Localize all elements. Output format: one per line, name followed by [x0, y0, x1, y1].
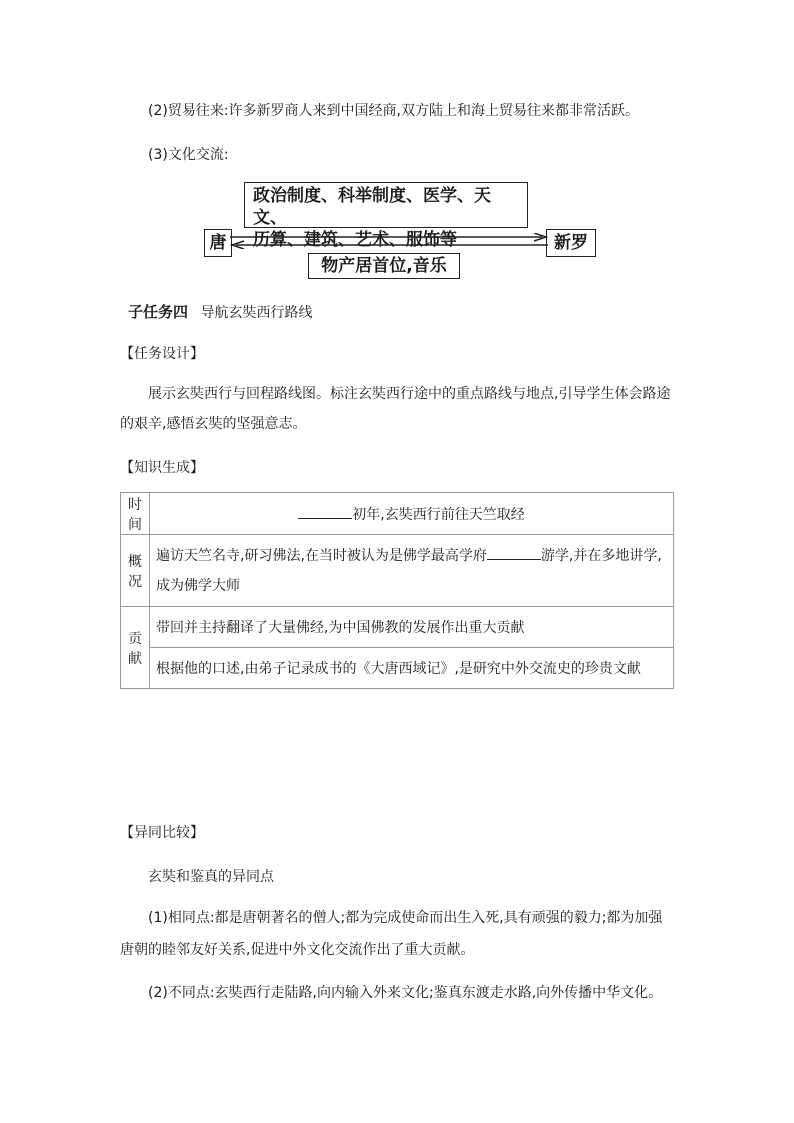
subtask-heading [128, 301, 312, 322]
silla-exports-box: 物产居首位,音乐 [308, 253, 460, 279]
compare-diff-paragraph: (2)不同点:玄奘西行走陆路,向内输入外来文化;鉴真东渡走水路,向外传播中华文化。 [148, 985, 663, 1001]
time-header: 时间 [121, 493, 150, 535]
compare-heading: 【异同比较】 [120, 825, 204, 841]
silla-node: 新罗 [546, 229, 596, 257]
contribution-cell-2: 根据他的口述,由弟子记录成书的《大唐西域记》,是研究中外交流史的珍贵文献 [150, 648, 674, 689]
table-row-overview [121, 535, 674, 607]
compare-subtitle: 玄奘和鉴真的异同点 [148, 869, 274, 885]
overview-cell [150, 535, 674, 607]
tang-node: 唐 [204, 229, 232, 257]
fill-blank-time[interactable] [298, 504, 352, 519]
time-cell [150, 493, 674, 535]
contribution-header: 贡献 [121, 607, 150, 689]
overview-text-before: 遍访天竺名寺,研习佛法,在当时被认为是佛学最高学府 [156, 547, 487, 564]
compare-same-paragraph: (1)相同点:都是唐朝著名的僧人;都为完成使命而出生入死,具有顽强的毅力;都为加强唐朝的睦邻友好关系,促进中外文化交流作出了重大贡献。 [120, 910, 663, 958]
task-design-heading: 【任务设计】 [120, 346, 204, 362]
exchange-arrows [230, 233, 548, 249]
table-row-contribution-1 [121, 607, 674, 648]
table-row-time [121, 493, 674, 535]
tang-exports-box [244, 182, 528, 250]
trade-exchange-paragraph: (2)贸易往来:许多新罗商人来到中国经商,双方陆上和海上贸易往来都非常活跃。 [148, 103, 639, 119]
contribution-cell-1: 带回并主持翻译了大量佛经,为中国佛教的发展作出重大贡献 [150, 607, 674, 648]
overview-header: 概况 [121, 535, 150, 607]
knowledge-table [120, 492, 674, 689]
time-text: 初年,玄奘西行前往天竺取经 [352, 506, 525, 523]
culture-exchange-label: (3)文化交流: [148, 147, 229, 163]
fill-blank-university[interactable] [487, 545, 541, 560]
table-row-contribution-2 [121, 648, 674, 689]
tang-exports-line1: 政治制度、科举制度、医学、天文、 [253, 186, 491, 228]
subtask-title: 导航玄奘西行路线 [200, 305, 313, 321]
tang-exports-line2: 历算、建筑、艺术、服饰等 [253, 230, 457, 250]
task-design-text: 展示玄奘西行与回程路线图。标注玄奘西行途中的重点路线与地点,引导学生体会路途的艰辛,感悟玄奘的坚强意志。 [120, 386, 671, 432]
subtask-label: 子任务四 [128, 303, 189, 321]
knowledge-heading: 【知识生成】 [120, 460, 204, 476]
overview-text-after: 游学,并在多地讲学,成为佛学大师 [156, 547, 662, 594]
